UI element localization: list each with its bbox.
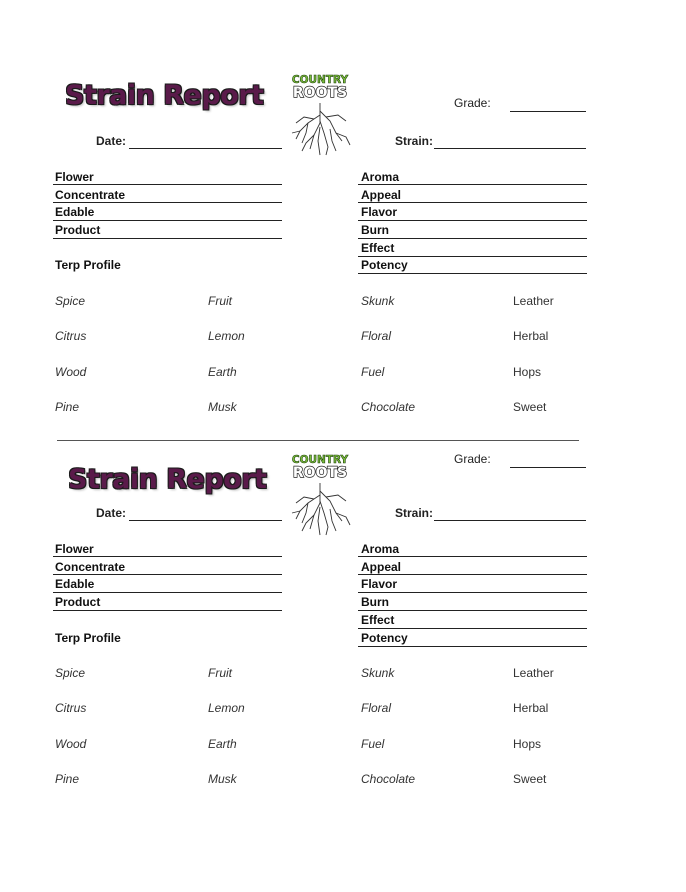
attribute-potency[interactable]: Potency [361, 631, 408, 645]
country-roots-logo [284, 451, 356, 537]
strain-label: Strain: [395, 506, 434, 520]
logo-line1: COUNTRY [291, 74, 349, 86]
terp-fuel[interactable]: Fuel [361, 365, 385, 379]
row-rule [358, 556, 587, 557]
terp-spice[interactable]: Spice [55, 666, 86, 680]
terp-profile-heading: Terp Profile [55, 631, 121, 645]
product-type-product[interactable]: Product [55, 595, 101, 609]
terp-floral[interactable]: Floral [361, 329, 392, 343]
terp-hops[interactable]: Hops [513, 365, 542, 379]
report-title: Strain Report [68, 464, 267, 495]
terp-herbal[interactable]: Herbal [513, 701, 549, 715]
attribute-aroma[interactable]: Aroma [361, 170, 400, 184]
attribute-potency[interactable]: Potency [361, 258, 408, 272]
terp-skunk[interactable]: Skunk [361, 294, 395, 308]
row-rule [53, 556, 282, 557]
strain-label: Strain: [395, 134, 434, 148]
product-type-flower[interactable]: Flower [55, 170, 94, 184]
terp-fruit[interactable]: Fruit [208, 294, 232, 308]
terp-fruit[interactable]: Fruit [208, 666, 232, 680]
terp-chocolate[interactable]: Chocolate [361, 400, 416, 414]
row-rule [358, 592, 587, 593]
terp-profile-heading: Terp Profile [55, 258, 121, 272]
product-type-concentrate[interactable]: Concentrate [55, 188, 126, 202]
attribute-flavor[interactable]: Flavor [361, 577, 398, 591]
row-rule [358, 610, 587, 611]
terp-musk[interactable]: Musk [208, 772, 237, 786]
date-field[interactable] [129, 520, 282, 521]
logo-line2: ROOTS [292, 465, 348, 481]
terp-leather[interactable]: Leather [513, 294, 554, 308]
terp-wood[interactable]: Wood [55, 365, 87, 379]
terp-sweet[interactable]: Sweet [513, 400, 547, 414]
logo-line1: COUNTRY [291, 454, 349, 466]
terp-musk[interactable]: Musk [208, 400, 237, 414]
terp-spice[interactable]: Spice [55, 294, 86, 308]
terp-hops[interactable]: Hops [513, 737, 542, 751]
attribute-burn[interactable]: Burn [361, 595, 389, 609]
row-rule [358, 574, 587, 575]
attribute-appeal[interactable]: Appeal [361, 560, 402, 574]
date-label: Date: [96, 134, 127, 148]
row-rule [53, 610, 282, 611]
terp-pine[interactable]: Pine [55, 400, 80, 414]
attribute-aroma[interactable]: Aroma [361, 542, 400, 556]
terp-leather[interactable]: Leather [513, 666, 554, 680]
row-rule [358, 646, 587, 647]
row-rule [53, 592, 282, 593]
terp-fuel[interactable]: Fuel [361, 737, 385, 751]
terp-pine[interactable]: Pine [55, 772, 80, 786]
terp-sweet[interactable]: Sweet [513, 772, 547, 786]
logo-line2: ROOTS [292, 85, 348, 101]
attribute-flavor[interactable]: Flavor [361, 205, 398, 219]
product-type-flower[interactable]: Flower [55, 542, 94, 556]
report-title: Strain Report [65, 80, 264, 111]
grade-label: Grade: [454, 96, 491, 110]
product-type-concentrate[interactable]: Concentrate [55, 560, 126, 574]
terp-skunk[interactable]: Skunk [361, 666, 395, 680]
terp-lemon[interactable]: Lemon [208, 701, 245, 715]
terp-chocolate[interactable]: Chocolate [361, 772, 416, 786]
terp-wood[interactable]: Wood [55, 737, 87, 751]
attribute-effect[interactable]: Effect [361, 613, 395, 627]
row-rule [53, 574, 282, 575]
row-rule [358, 628, 587, 629]
terp-lemon[interactable]: Lemon [208, 329, 245, 343]
terp-floral[interactable]: Floral [361, 701, 392, 715]
grade-label: Grade: [454, 452, 491, 466]
date-label: Date: [96, 506, 127, 520]
terp-citrus[interactable]: Citrus [55, 701, 87, 715]
report-divider [57, 440, 579, 441]
product-type-product[interactable]: Product [55, 223, 101, 237]
attribute-burn[interactable]: Burn [361, 223, 389, 237]
terp-herbal[interactable]: Herbal [513, 329, 549, 343]
product-type-edable[interactable]: Edable [55, 205, 95, 219]
product-type-edable[interactable]: Edable [55, 577, 95, 591]
attribute-effect[interactable]: Effect [361, 241, 395, 255]
strain-field[interactable] [434, 520, 586, 521]
terp-earth[interactable]: Earth [208, 737, 237, 751]
attribute-appeal[interactable]: Appeal [361, 188, 402, 202]
terp-citrus[interactable]: Citrus [55, 329, 87, 343]
terp-earth[interactable]: Earth [208, 365, 237, 379]
grade-field[interactable] [510, 467, 586, 468]
